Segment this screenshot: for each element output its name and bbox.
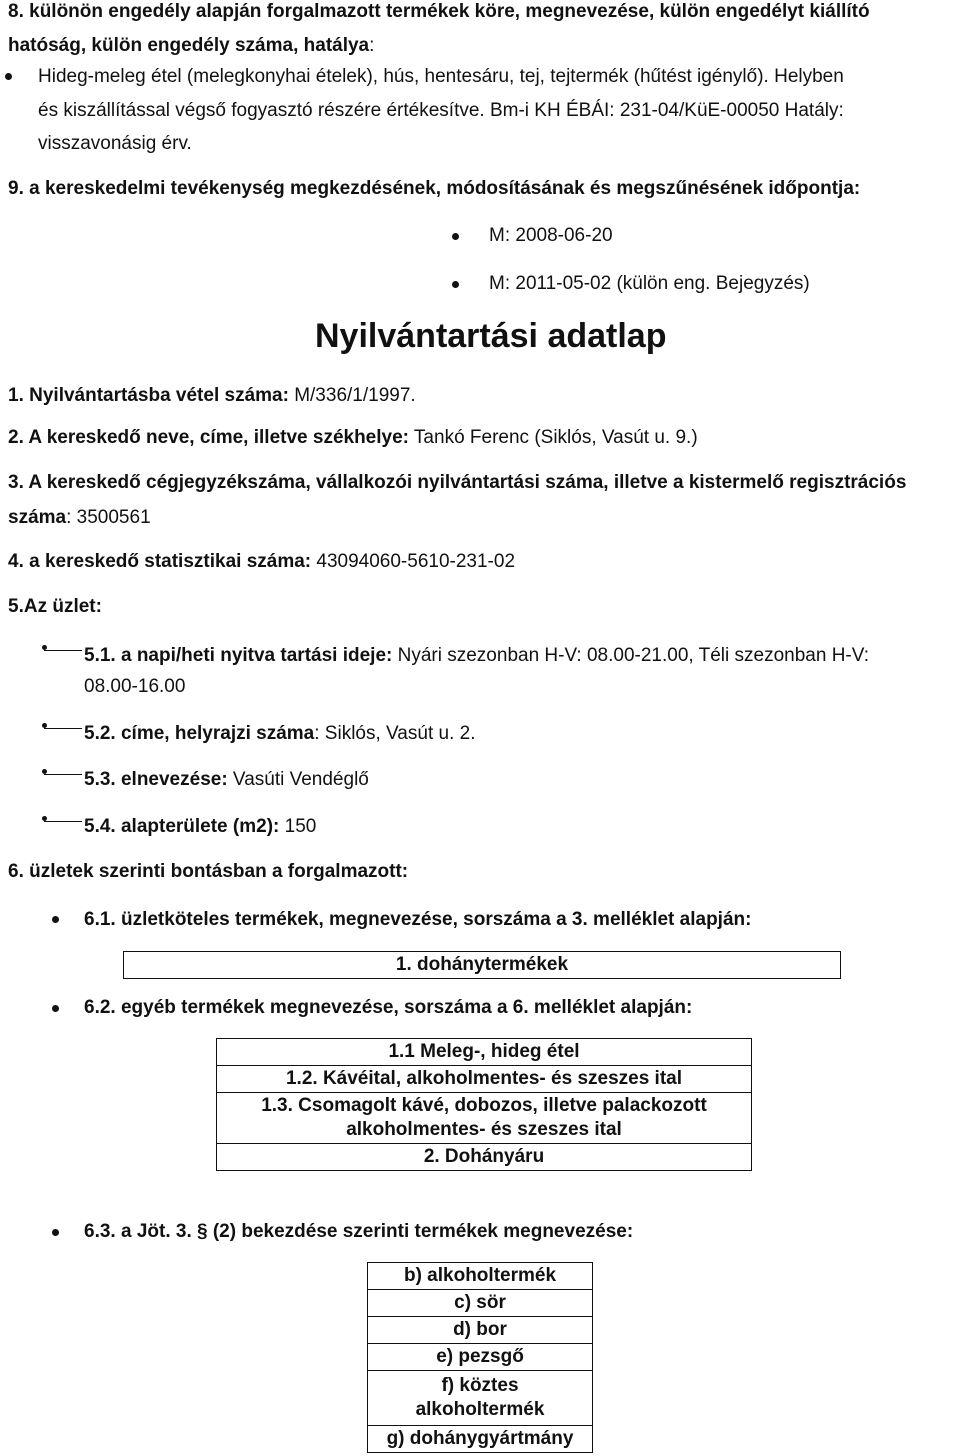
field-1: 1. Nyilvántartásba vétel száma: M/336/1/1997. xyxy=(8,385,416,406)
section8-item-line3: visszavonásig érv. xyxy=(38,133,192,154)
table-row: e) pezsgő xyxy=(368,1344,592,1371)
table-row: d) bor xyxy=(368,1317,592,1344)
table-6-2 xyxy=(216,1038,752,1171)
connector-line xyxy=(44,821,82,822)
table-row: c) sör xyxy=(368,1290,592,1317)
connector-line xyxy=(44,728,82,729)
section8-heading-line1: 8. különön engedély alapján forgalmazott termékek köre, megnevezése, külön engedélyt kiállító xyxy=(8,1,870,22)
table-row: 2. Dohányáru xyxy=(423,1146,545,1167)
bullet-icon xyxy=(52,916,59,923)
section8-item-line2: és kiszállítással végső fogyasztó részére értékesítve. Bm-i KH ÉBÁI: 231-04/KüE-00050 Hatály: xyxy=(38,100,844,121)
field-5-4: 5.4. alapterülete (m2): 150 xyxy=(84,816,317,837)
table-6-1 xyxy=(123,951,841,979)
field-5-2: 5.2. címe, helyrajzi száma: Siklós, Vasút u. 2. xyxy=(84,723,476,744)
bullet-icon xyxy=(52,1229,59,1236)
connector-line xyxy=(44,774,82,775)
section9-date-1: M: 2008-06-20 xyxy=(489,225,613,246)
field-6-3: 6.3. a Jöt. 3. § (2) bekezdése szerinti termékek megnevezése: xyxy=(84,1221,634,1242)
connector-line xyxy=(44,650,82,651)
table-row: 1.3. Csomagolt kávé, dobozos, illetve palackozott alkoholmentes- és szeszes ital xyxy=(217,1093,751,1144)
table-row: 1.1 Meleg-, hideg étel xyxy=(217,1039,751,1066)
bullet-icon xyxy=(452,281,459,288)
field-3-line2: száma: 3500561 xyxy=(8,507,151,528)
field-5-1-cont: 08.00-16.00 xyxy=(84,676,186,697)
field-5-label: 5.Az üzlet: xyxy=(8,596,102,617)
section9-heading: 9. a kereskedelmi tevékenység megkezdésének, módosításának és megszűnésének időpontja: xyxy=(8,178,861,199)
table-row: 1.2. Kávéital, alkoholmentes- és szeszes ital xyxy=(217,1066,751,1093)
section8-heading-line2: hatóság, külön engedély száma, hatálya: xyxy=(8,35,375,56)
bullet-icon xyxy=(52,1005,59,1012)
field-4: 4. a kereskedő statisztikai száma: 43094060-5610-231-02 xyxy=(8,551,516,572)
table-row: b) alkoholtermék xyxy=(368,1263,592,1290)
field-3-line1: 3. A kereskedő cégjegyzékszáma, vállalkozói nyilvántartási száma, illetve a kistermelő regisztrációs xyxy=(8,472,907,493)
field-6-2: 6.2. egyéb termékek megnevezése, sorszáma a 6. melléklet alapján: xyxy=(84,997,693,1018)
bullet-icon xyxy=(5,73,12,80)
field-5-3: 5.3. elnevezése: Vasúti Vendéglő xyxy=(84,769,369,790)
field-2: 2. A kereskedő neve, címe, illetve székhelye: Tankó Ferenc (Siklós, Vasút u. 9.) xyxy=(8,427,698,448)
table-row: 1. dohánytermékek xyxy=(395,954,569,975)
field-6-label: 6. üzletek szerinti bontásban a forgalmazott: xyxy=(8,861,409,882)
field-5-1: 5.1. a napi/heti nyitva tartási ideje: Nyári szezonban H-V: 08.00-21.00, Téli szezonban H-V: xyxy=(84,645,869,666)
page-title: Nyilvántartási adatlap xyxy=(315,317,667,355)
table-row: g) dohánygyártmány xyxy=(386,1428,574,1449)
table-6-3 xyxy=(367,1262,593,1453)
bullet-icon xyxy=(452,233,459,240)
field-6-1: 6.1. üzletköteles termékek, megnevezése, sorszáma a 3. melléklet alapján: xyxy=(84,909,752,930)
section9-date-2: M: 2011-05-02 (külön eng. Bejegyzés) xyxy=(489,273,810,294)
table-row: f) köztes alkoholtermék xyxy=(368,1371,592,1426)
section8-item-line1: Hideg-meleg étel (melegkonyhai ételek), hús, hentesáru, tej, tejtermék (hűtést igénylő). Helyben xyxy=(38,66,844,87)
